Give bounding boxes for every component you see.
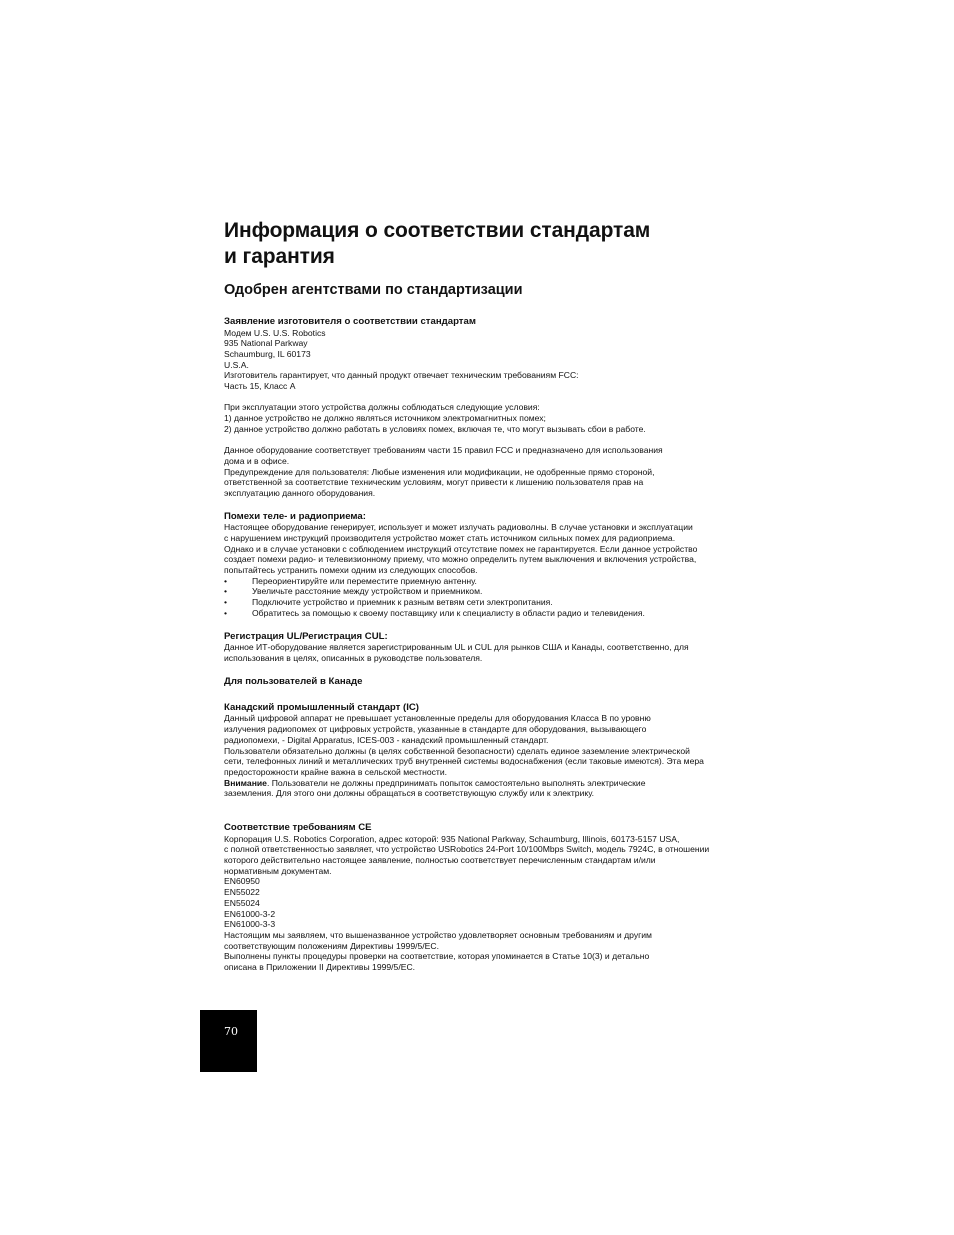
ic-section bbox=[224, 702, 730, 799]
interference-line: Настоящее оборудование генерирует, использует и может излучать радиоволны. В случае установки и эксплуатации bbox=[224, 522, 693, 533]
ic-heading: Канадский промышленный стандарт (IC) bbox=[224, 701, 419, 713]
title-line-2: и гарантия bbox=[224, 245, 335, 268]
interference-section bbox=[224, 511, 730, 619]
bullet-marker: • bbox=[224, 575, 228, 586]
ce-line: описана в Приложении II Директивы 1999/5/EC. bbox=[224, 962, 416, 973]
interference-line: создает помехи радио- и телевизионному приему, что можно определить путем выключения и включения устройства, bbox=[224, 554, 697, 565]
fcc-compliance: Предупреждение для пользователя: Любые изменения или модификации, не одобренные прямо стороной, bbox=[224, 466, 655, 477]
ic-line: Данный цифровой аппарат не превышает установленные пределы для оборудования Класса B по уровню bbox=[224, 713, 651, 724]
ce-standard: EN60950 bbox=[224, 876, 260, 887]
ic-line: радиопомехи, - Digital Apparatus, ICES-003 - канадский промышленный стандарт. bbox=[224, 734, 549, 745]
ce-standard: EN61000-3-2 bbox=[224, 908, 276, 919]
list-item: • Подключите устройство и приемник к разным ветвям сети электропитания. bbox=[224, 597, 553, 608]
interference-heading: Помехи теле- и радиоприема: bbox=[224, 510, 366, 522]
ce-line: соответствующим положениям Директивы 1999/5/EC. bbox=[224, 940, 439, 951]
ul-line: использования в целях, описанных в руководстве пользователя. bbox=[224, 652, 483, 663]
interference-line: с нарушением инструкций производителя устройство может стать источником сильных помех для радиоприема. bbox=[224, 532, 676, 543]
ul-heading: Регистрация UL/Регистрация CUL: bbox=[224, 630, 388, 642]
bullet-marker: • bbox=[224, 607, 228, 618]
page-content bbox=[224, 218, 730, 973]
fcc-condition: При эксплуатации этого устройства должны соблюдаться следующие условия: bbox=[224, 402, 540, 413]
ic-warning: Внимание. Пользователи не должны предпринимать попыток самостоятельно выполнять электрические bbox=[224, 777, 646, 788]
ce-line: нормативным документам. bbox=[224, 865, 332, 876]
ce-line: Настоящим мы заявляем, что вышеназванное устройство удовлетворяет основным требованиям и другим bbox=[224, 929, 652, 940]
page-number: 70 bbox=[224, 1025, 238, 1038]
page-number-box bbox=[200, 1010, 257, 1072]
ic-line: излучения радиопомех от цифровых устройств, указанные в стандарте для оборудования, вызывающего bbox=[224, 724, 647, 735]
fcc-line: U.S.A. bbox=[224, 359, 249, 370]
ul-section bbox=[224, 631, 730, 664]
ic-line: сети, телефонных линий и металлических труб внутренней системы водоснабжения (если таковые имеются). Эта мера bbox=[224, 756, 704, 767]
list-item: • Обратитесь за помощью к своему поставщику или к специалисту в области радио и телевидения. bbox=[224, 607, 645, 618]
fcc-line: Изготовитель гарантирует, что данный продукт отвечает техническим требованиям FCC: bbox=[224, 370, 579, 381]
ic-line: Пользователи обязательно должны (в целях собственной безопасности) сделать единое заземление электрической bbox=[224, 745, 690, 756]
page-title bbox=[224, 218, 730, 270]
interference-bullet-list bbox=[224, 576, 730, 619]
fcc-line: 935 National Parkway bbox=[224, 338, 308, 349]
fcc-line: Часть 15, Класс A bbox=[224, 381, 296, 392]
canada-section bbox=[224, 676, 730, 688]
ce-standard: EN55024 bbox=[224, 897, 260, 908]
interference-line: попытайтесь устранить помехи одним из следующих способов. bbox=[224, 565, 478, 576]
bullet-marker: • bbox=[224, 597, 228, 608]
ce-section bbox=[224, 822, 730, 973]
ce-line: Корпорация U.S. Robotics Corporation, адрес которой: 935 National Parkway, Schaumburg, Illinois, 60173-5157 USA, bbox=[224, 833, 680, 844]
fcc-compliance: эксплуатацию данного оборудования. bbox=[224, 488, 376, 499]
list-item: • Переориентируйте или переместите приемную антенну. bbox=[224, 575, 477, 586]
fcc-line: Schaumburg, IL 60173 bbox=[224, 348, 311, 359]
interference-line: Однако и в случае установки с соблюдением инструкций отсутствие помех не гарантируется. Если данное устройство bbox=[224, 543, 698, 554]
ce-heading: Соответствие требованиям CE bbox=[224, 822, 372, 834]
list-item: • Увеличьте расстояние между устройством и приемником. bbox=[224, 586, 483, 597]
fcc-compliance: дома и в офисе. bbox=[224, 455, 290, 466]
ic-line: предосторожности крайне важна в сельской местности. bbox=[224, 766, 448, 777]
ic-warning-line: заземления. Для этого они должны обращаться в соответствующую службу или к электрику. bbox=[224, 788, 595, 799]
fcc-compliance: Данное оборудование соответствует требованиям части 15 правил FCC и предназначено для использования bbox=[224, 445, 663, 456]
bullet-marker: • bbox=[224, 586, 228, 597]
title-line-1: Информация о соответствии стандартам bbox=[224, 219, 651, 242]
ce-standard: EN55022 bbox=[224, 887, 260, 898]
fcc-heading: Заявление изготовителя о соответствии стандартам bbox=[224, 316, 476, 327]
fcc-line: Модем U.S. U.S. Robotics bbox=[224, 327, 326, 338]
ce-line: которого действительно настоящее заявление, полностью соответствует перечисленным стандартам и/или bbox=[224, 854, 656, 865]
ce-line: Выполнены пункты процедуры проверки на соответствие, которая упоминается в Статье 10(3) и детально bbox=[224, 951, 650, 962]
section-subtitle: Одобрен агентствами по стандартизации bbox=[224, 282, 523, 298]
fcc-condition: 1) данное устройство не должно являться источником электромагнитных помех; bbox=[224, 413, 546, 424]
ce-line: с полной ответственностью заявляет, что устройство USRobotics 24-Port 10/100Mbps Switch, модель 7924C, в отношении bbox=[224, 844, 710, 855]
fcc-compliance: ответственной за соответствие техническим условиям, могут привести к лишению пользователя прав на bbox=[224, 477, 644, 488]
fcc-condition: 2) данное устройство должно работать в условиях помех, включая те, что могут вызывать сбои в работе. bbox=[224, 423, 646, 434]
ce-standard: EN61000-3-3 bbox=[224, 919, 276, 930]
canada-heading: Для пользователей в Канаде bbox=[224, 676, 363, 688]
ic-warning-label: Внимание bbox=[224, 777, 267, 788]
fcc-section bbox=[224, 316, 730, 499]
ul-line: Данное ИТ-оборудование является зарегистрированным UL и CUL для рынков США и Канады, соответственно, для bbox=[224, 642, 689, 653]
